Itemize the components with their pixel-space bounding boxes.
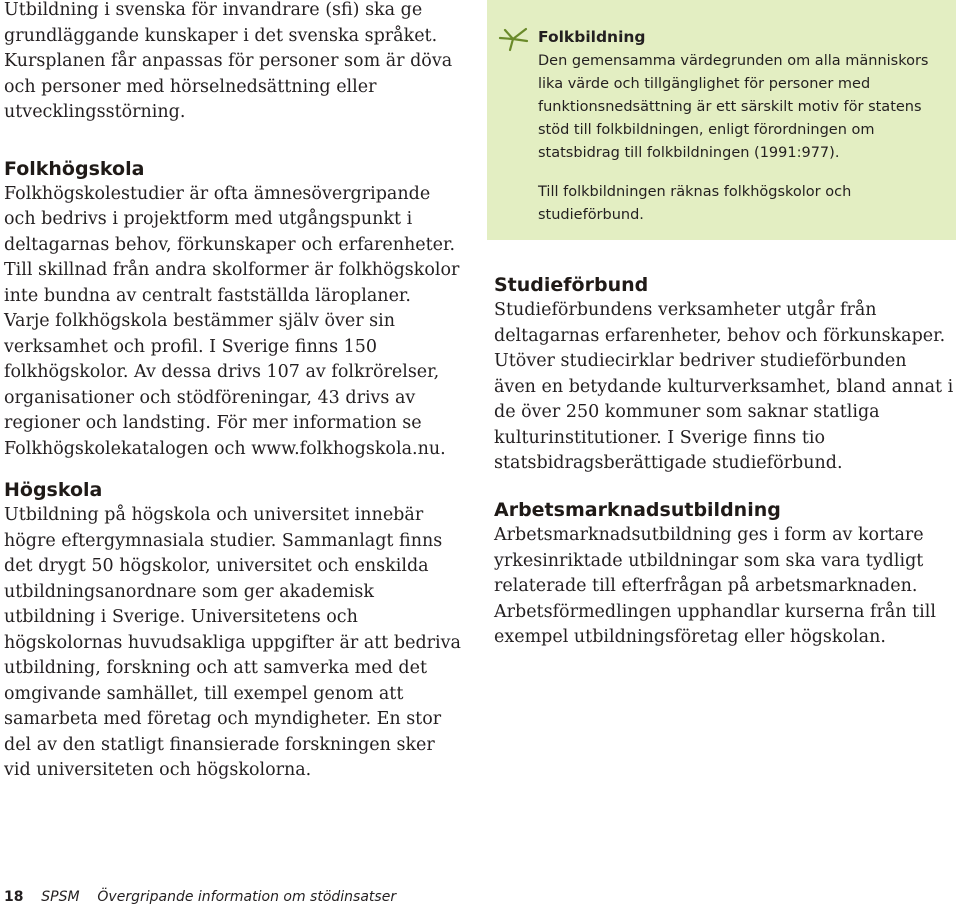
- document-title: Övergripande information om stödinsatser: [97, 889, 397, 905]
- hogskola-paragraph: Utbildning på högskola och universitet innebär högre eftergymnasiala studier. Sammanlagt finns det drygt 50 högskolor, universitet och enskilda utbildningsanordnare som ger akademisk utbildning i Sverige. Universitetens och högskolornas huvudsakliga uppgifter är att bedriva utbildning, forskning och att samverka med det omgivande samhället, till exempel genom att samarbeta med företag och myndigheter. En stor del av den statligt finansierade forskningen sker vid universiteten och högskolorna.: [4, 505, 461, 780]
- intro-paragraph: Utbildning i svenska för invandrare (sfi) ska ge grundläggande kunskaper i det svenska språket. Kursplanen får anpassas för personer som är döva och personer med hörselnedsättning eller utvecklingsstörning.: [4, 0, 453, 122]
- publisher-label: SPSM: [41, 889, 80, 905]
- arbetsmarknadsutbildning-heading: Arbetsmarknadsutbildning: [494, 499, 781, 521]
- folkhogskola-heading: Folkhögskola: [4, 157, 145, 180]
- folkhogskola-paragraph: Folkhögskolestudier är ofta ämnesövergripande och bedrivs i projektform med utgångspunkt i deltagarnas behov, förkunskaper och erfarenheter. Till skillnad från andra skolformer är folkhögskolor inte bundna av centralt fastställda läroplaner. Varje folkhögskola bestämmer själv över sin verksamhet och profil. I Sverige finns 150 folkhögskolor. Av dessa drivs 107 av folkrörelser, organisationer och stödföreningar, 43 drivs av regioner och landsting. För mer information se Folkhögskolekatalogen och www.folkhogskola.nu.: [4, 183, 460, 459]
- info-box-title: Folkbildning: [538, 28, 646, 46]
- left-column: [4, 0, 462, 784]
- info-box-paragraph-1: Den gemensamma värdegrunden om alla människors lika värde och tillgänglighet för personer med funktionsnedsättning är ett särskilt motiv för statens stöd till folkbildningen, enligt förordningen om statsbidrag till folkbildningen (1991:977).: [538, 53, 929, 161]
- page-number: 18: [4, 889, 24, 905]
- info-box-paragraph-2: Till folkbildningen räknas folkhögskolor och studieförbund.: [538, 184, 852, 223]
- studieforbund-section: [494, 272, 954, 477]
- studieforbund-paragraph: Studieförbundens verksamheter utgår från deltagarnas erfarenheter, behov och förkunskaper. Utöver studiecirklar bedriver studieförbunden även en betydande kulturverksamhet, bland annat i de över 250 kommuner som saknar statliga kulturinstitutioner. I Sverige finns tio statsbidragsberättigade studieförbund.: [494, 300, 954, 473]
- sparkle-icon: [497, 26, 529, 52]
- info-box-body: [538, 50, 943, 227]
- arbetsmarknadsutbildning-paragraph: Arbetsmarknadsutbildning ges i form av kortare yrkesinriktade utbildningar som ska vara tydligt relaterade till efterfrågan på arbetsmarknaden. Arbetsförmedlingen upphandlar kurserna från till exempel utbildningsföretag eller högskolan.: [494, 525, 936, 647]
- arbetsmarknadsutbildning-section: [494, 497, 954, 651]
- page-footer: [4, 889, 396, 905]
- studieforbund-heading: Studieförbund: [494, 274, 649, 296]
- hogskola-heading: Högskola: [4, 479, 103, 501]
